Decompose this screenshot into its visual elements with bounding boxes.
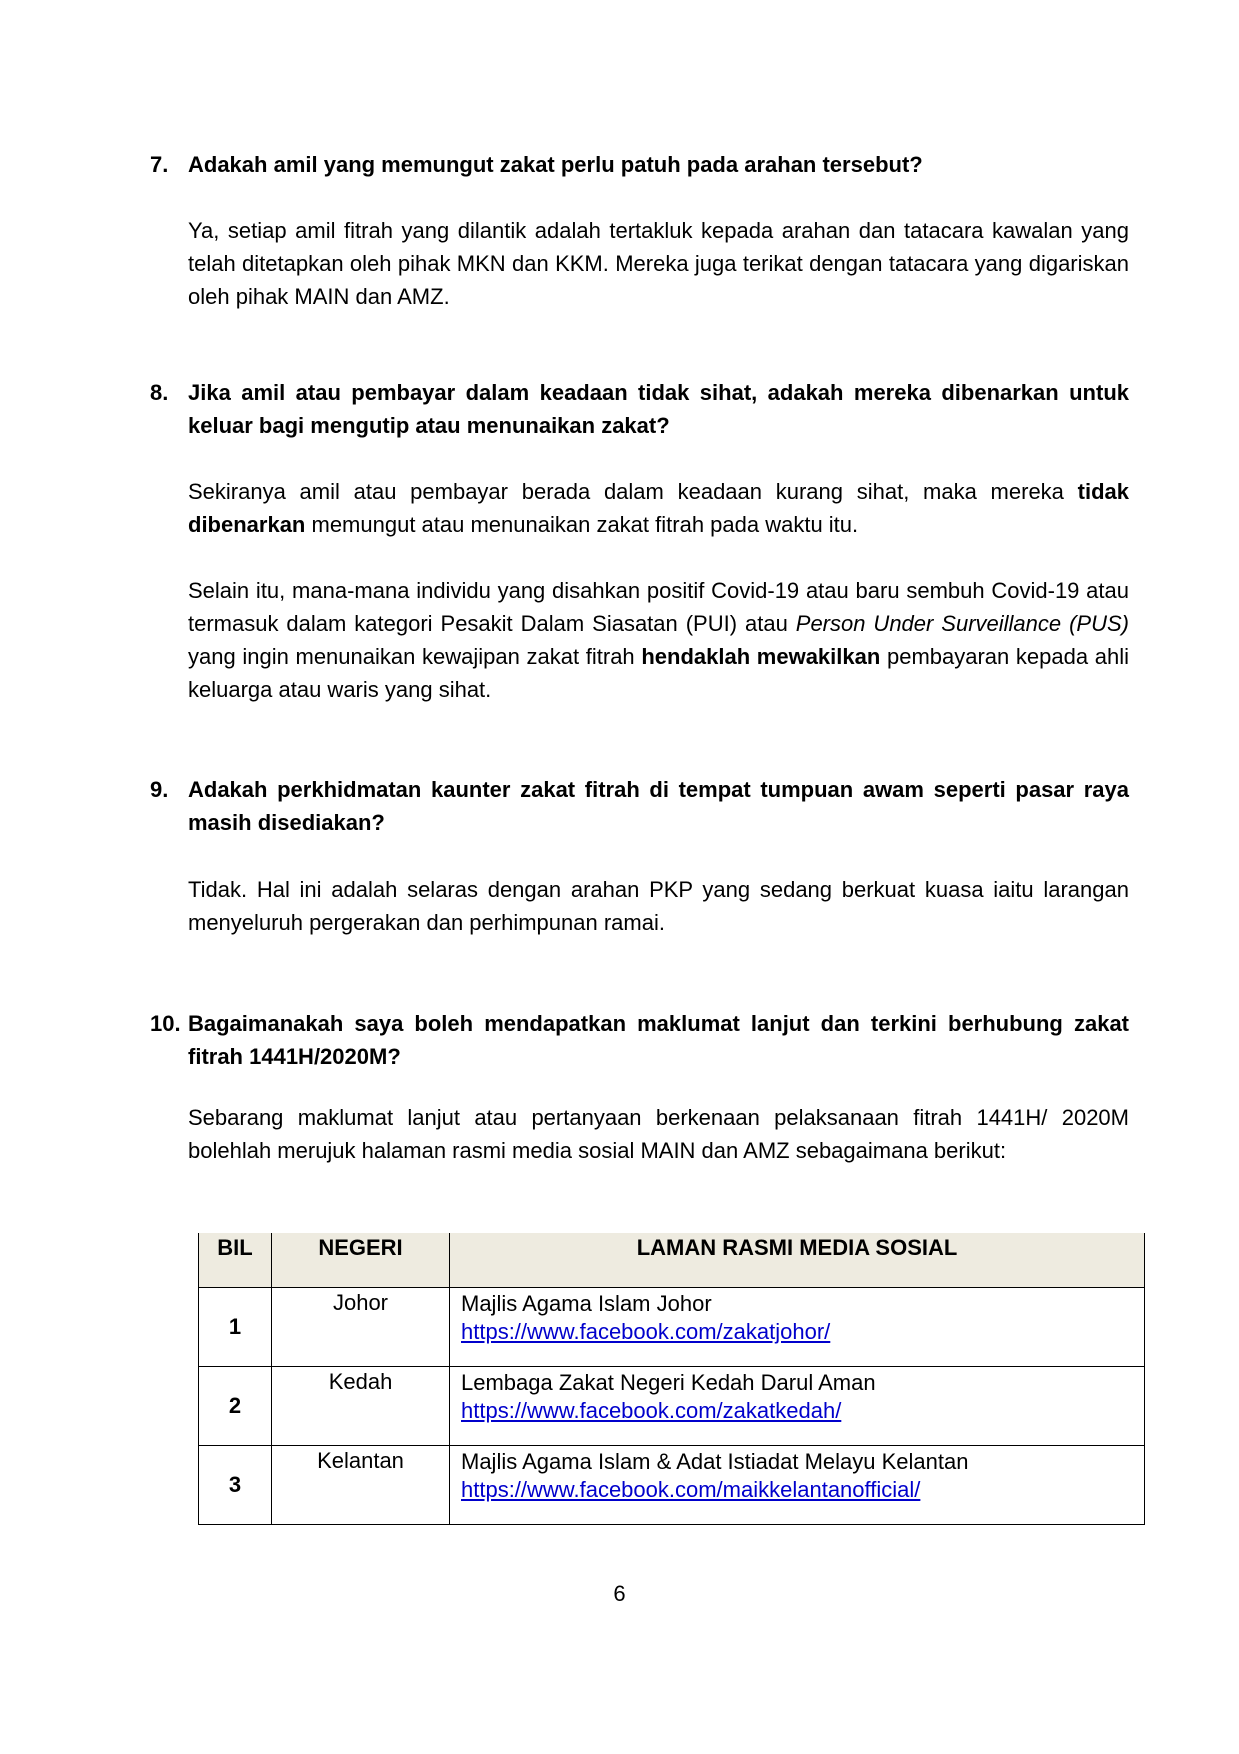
- bold-text: tidak dibenarkan: [188, 479, 1129, 537]
- header-bil: BIL: [199, 1233, 272, 1287]
- cell-negeri: Kedah: [272, 1366, 450, 1445]
- table-row: [199, 1287, 1145, 1366]
- question-8: [150, 376, 1129, 442]
- answer-8: [188, 475, 1129, 706]
- answer-10: [188, 1101, 1129, 1167]
- cell-bil: 1: [199, 1287, 272, 1366]
- cell-laman: [450, 1366, 1145, 1445]
- question-number: 10.: [150, 1011, 181, 1036]
- table-row: [199, 1445, 1145, 1524]
- answer-paragraph: [188, 574, 1129, 706]
- text-run: Sebarang maklumat lanjut atau pertanyaan berkenaan pelaksanaan fitrah 1441H/ 2020M bolehlah merujuk halaman rasmi media sosial MAIN dan AMZ sebagaimana berikut:: [188, 1105, 1129, 1163]
- question-text: Jika amil atau pembayar dalam keadaan tidak sihat, adakah mereka dibenarkan untuk keluar bagi mengutip atau menunaikan zakat?: [188, 380, 1129, 438]
- question-10: [150, 1007, 1129, 1073]
- facebook-link[interactable]: https://www.facebook.com/zakatkedah/: [461, 1397, 842, 1423]
- text-run: Tidak. Hal ini adalah selaras dengan arahan PKP yang sedang berkuat kuasa iaitu larangan menyeluruh pergerakan dan perhimpunan ramai.: [188, 877, 1129, 935]
- question-text: Bagaimanakah saya boleh mendapatkan maklumat lanjut dan terkini berhubung zakat fitrah 1441H/2020M?: [188, 1011, 1129, 1069]
- bold-text: hendaklah mewakilkan: [641, 644, 881, 669]
- facebook-link[interactable]: https://www.facebook.com/zakatjohor/: [461, 1318, 831, 1344]
- question-text: Adakah amil yang memungut zakat perlu patuh pada arahan tersebut?: [188, 152, 923, 177]
- text-run: yang ingin menunaikan kewajipan zakat fitrah: [188, 644, 642, 669]
- text-run: Sekiranya amil atau pembayar berada dalam keadaan kurang sihat, maka mereka: [188, 479, 1078, 504]
- cell-negeri: Kelantan: [272, 1445, 450, 1524]
- social-media-table: [198, 1233, 1145, 1525]
- answer-paragraph: [188, 475, 1129, 541]
- question-number: 8.: [150, 380, 169, 405]
- organisation-name: Lembaga Zakat Negeri Kedah Darul Aman: [461, 1369, 876, 1395]
- table-row: [199, 1366, 1145, 1445]
- answer-paragraph: [188, 214, 1129, 313]
- text-run: pembayaran kepada ahli keluarga atau waris yang sihat.: [188, 644, 1130, 702]
- text-run: Ya, setiap amil fitrah yang dilantik adalah tertakluk kepada arahan dan tatacara kawalan yang telah ditetapkan oleh pihak MKN dan KKM. Mereka juga terikat dengan tatacara yang digariskan oleh pihak MAIN dan AMZ.: [188, 218, 1129, 309]
- facebook-link[interactable]: https://www.facebook.com/maikkelantanofficial/: [461, 1476, 921, 1502]
- cell-negeri: Johor: [272, 1287, 450, 1366]
- organisation-name: Majlis Agama Islam & Adat Istiadat Melayu Kelantan: [461, 1448, 969, 1474]
- answer-9: [188, 873, 1129, 939]
- question-number: 7.: [150, 152, 169, 177]
- italic-text: Person Under Surveillance (PUS): [795, 611, 1129, 636]
- header-laman: LAMAN RASMI MEDIA SOSIAL: [450, 1233, 1145, 1287]
- answer-7: [188, 214, 1129, 313]
- cell-laman: [450, 1445, 1145, 1524]
- answer-paragraph: [188, 873, 1129, 939]
- header-negeri: NEGERI: [272, 1233, 450, 1287]
- question-9: [150, 773, 1129, 839]
- table-header-row: [199, 1233, 1145, 1287]
- cell-bil: 2: [199, 1366, 272, 1445]
- question-7: [150, 148, 1129, 181]
- question-number: 9.: [150, 777, 169, 802]
- text-run: Selain itu, mana-mana individu yang disahkan positif Covid-19 atau baru sembuh Covid-19 atau termasuk dalam kategori Pesakit Dalam Siasatan (PUI) atau: [188, 578, 1129, 636]
- page-number: 6: [613, 1581, 626, 1606]
- organisation-name: Majlis Agama Islam Johor: [461, 1290, 712, 1316]
- question-text: Adakah perkhidmatan kaunter zakat fitrah di tempat tumpuan awam seperti pasar raya masih disediakan?: [188, 777, 1129, 835]
- text-run: memungut atau menunaikan zakat fitrah pada waktu itu.: [305, 512, 859, 537]
- answer-paragraph: [188, 1101, 1129, 1167]
- cell-bil: 3: [199, 1445, 272, 1524]
- cell-laman: [450, 1287, 1145, 1366]
